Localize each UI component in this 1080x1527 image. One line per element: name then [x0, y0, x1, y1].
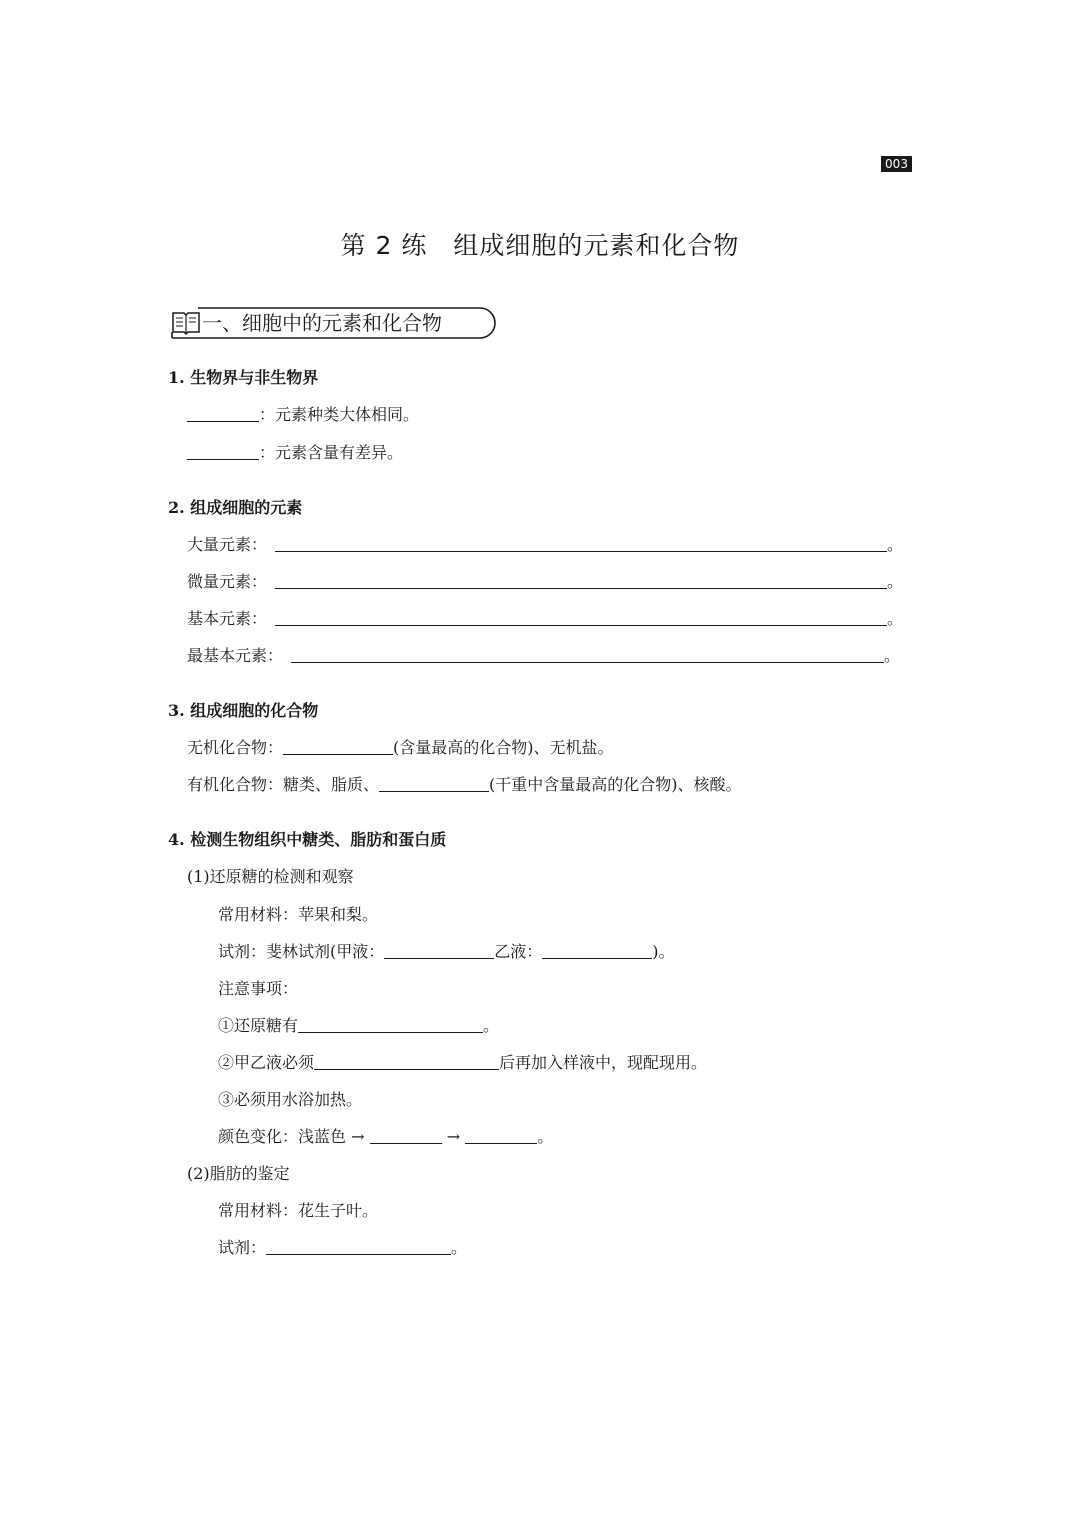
reagent-label: 试剂：	[218, 1238, 267, 1257]
note2-label: ②甲乙液必须	[218, 1053, 315, 1072]
q2-item	[187, 569, 903, 592]
period: 。	[887, 609, 904, 628]
q1-line1	[187, 402, 419, 425]
answer-blank[interactable]	[384, 943, 494, 959]
q4-sub1-title: (1)还原糖的检测和观察	[187, 867, 354, 886]
q1-heading: 1. 生物界与非生物界	[168, 368, 319, 387]
q4-color-change	[218, 1124, 553, 1147]
answer-blank[interactable]	[266, 1239, 451, 1255]
answer-blank[interactable]	[187, 444, 259, 460]
q3-inorganic	[187, 735, 614, 758]
q1-line2	[187, 440, 403, 463]
period: 。	[537, 1127, 554, 1146]
q3-organic	[187, 772, 742, 795]
period: 。	[884, 646, 901, 665]
q4-note3: ③必须用水浴加热。	[218, 1090, 363, 1109]
color-label: 颜色变化：浅蓝色 →	[218, 1127, 365, 1146]
arrow: →	[446, 1127, 461, 1146]
answer-blank[interactable]	[314, 1054, 499, 1070]
answer-blank[interactable]	[465, 1128, 537, 1144]
q3-inorganic-text: (含量最高的化合物)、无机盐。	[393, 738, 614, 757]
answer-blank[interactable]	[275, 610, 887, 626]
reagent-label: 试剂：斐林试剂(甲液：	[218, 942, 385, 961]
answer-blank[interactable]	[291, 647, 884, 663]
answer-blank[interactable]	[298, 1017, 483, 1033]
answer-blank[interactable]	[379, 776, 489, 792]
q4-heading: 4. 检测生物组织中糖类、脂肪和蛋白质	[168, 830, 447, 849]
reagent-mid: 乙液：	[494, 942, 543, 961]
page-number: 003	[881, 156, 912, 172]
note2-text: 后再加入样液中，现配现用。	[499, 1053, 708, 1072]
q3-inorganic-label: 无机化合物：	[187, 738, 284, 757]
q4-note1	[218, 1013, 499, 1036]
reagent-end: )。	[652, 942, 675, 961]
q3-organic-label: 有机化合物：糖类、脂质、	[187, 775, 380, 794]
q2-heading: 2. 组成细胞的元素	[168, 498, 303, 517]
q2-item-label: 微量元素：	[187, 572, 268, 591]
q4-sub1-reagent	[218, 939, 675, 962]
answer-blank[interactable]	[283, 739, 393, 755]
q2-item-label: 最基本元素：	[187, 646, 284, 665]
period: 。	[887, 535, 904, 554]
q1-line1-text: ：元素种类大体相同。	[259, 405, 420, 424]
answer-blank[interactable]	[275, 536, 887, 552]
q3-heading: 3. 组成细胞的化合物	[168, 701, 319, 720]
q4-note2	[218, 1050, 707, 1073]
q2-item	[187, 643, 900, 666]
q4-sub2-material: 常用材料：花生子叶。	[218, 1201, 379, 1220]
q4-sub1-material: 常用材料：苹果和梨。	[218, 905, 379, 924]
q4-sub2-title: (2)脂肪的鉴定	[187, 1164, 290, 1183]
q4-notes-title: 注意事项：	[218, 979, 299, 998]
q2-item	[187, 606, 903, 629]
q3-organic-text: (干重中含量最高的化合物)、核酸。	[489, 775, 742, 794]
book-icon	[170, 308, 202, 336]
answer-blank[interactable]	[275, 573, 887, 589]
section-title: 一、细胞中的元素和化合物	[202, 311, 442, 335]
answer-blank[interactable]	[370, 1128, 442, 1144]
period: 。	[483, 1016, 500, 1035]
answer-blank[interactable]	[187, 406, 259, 422]
note1-label: ①还原糖有	[218, 1016, 299, 1035]
period: 。	[887, 572, 904, 591]
period: 。	[451, 1238, 468, 1257]
q2-item-label: 大量元素：	[187, 535, 268, 554]
answer-blank[interactable]	[542, 943, 652, 959]
q2-item	[187, 532, 903, 555]
q2-item-label: 基本元素：	[187, 609, 268, 628]
page-title: 第 2 练 组成细胞的元素和化合物	[340, 231, 740, 260]
q1-line2-text: ：元素含量有差异。	[259, 443, 404, 462]
q4-sub2-reagent	[218, 1235, 467, 1258]
